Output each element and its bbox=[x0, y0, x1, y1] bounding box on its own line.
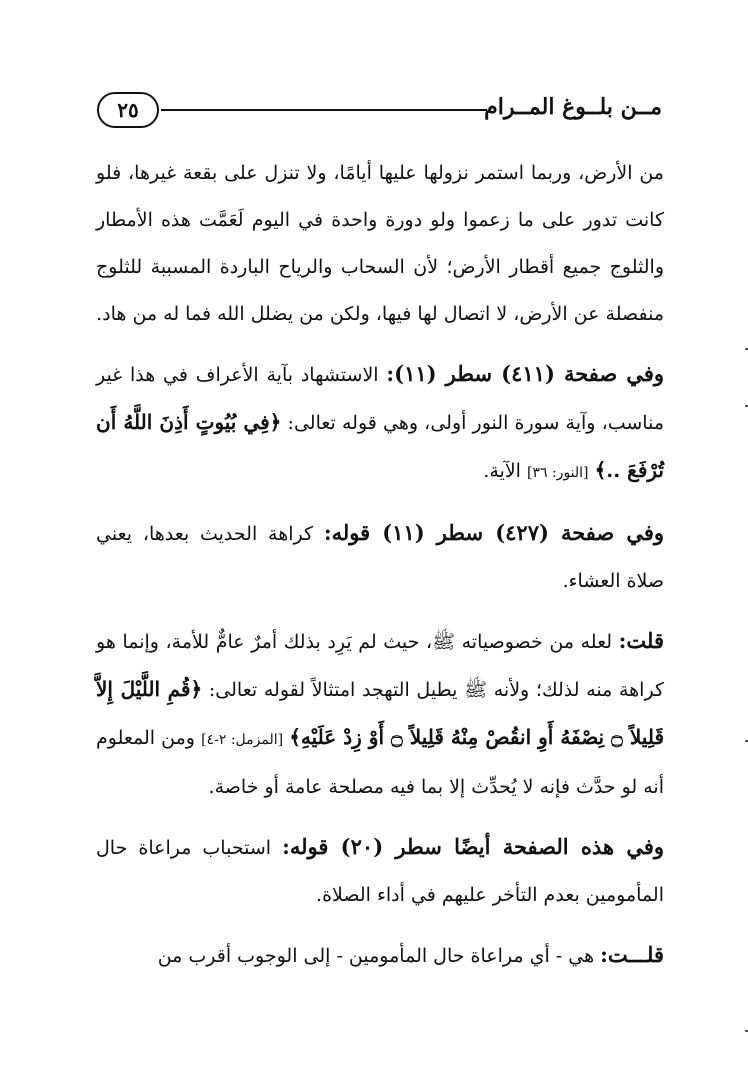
paragraph-4 bbox=[96, 617, 664, 811]
header-rule bbox=[161, 109, 487, 111]
paragraph-heading: قلـــت: bbox=[600, 942, 664, 967]
paragraph-3 bbox=[96, 509, 664, 605]
paragraph-5 bbox=[96, 823, 664, 919]
paragraph-text: الآية. bbox=[483, 460, 527, 482]
paragraph-6 bbox=[96, 931, 664, 980]
page-number: ٢٥ bbox=[97, 92, 159, 128]
paragraph-heading: قلت: bbox=[618, 628, 664, 653]
running-title: مــن بلــوغ المــرام bbox=[484, 94, 662, 120]
paragraph-text: الاستشهاد بآية الأعراف في هذا غير مناسب، وآية سورة النور أولى، وهي قوله تعالى: bbox=[96, 364, 664, 434]
verse-reference: [المزمل: ٢-٤] bbox=[201, 732, 284, 748]
quran-verse: ﴿قُمِ اللَّيْلَ إِلاَّ قَلِيلاً ۝ نِصْفَهُ أَوِ انقُصْ مِنْهُ قَلِيلاً ۝ أَوْ زِدْ عَلَيْهِ﴾ bbox=[96, 677, 665, 749]
paragraph-2 bbox=[96, 350, 664, 497]
quran-verse: ﴿فِي بُيُوتٍ أَذِنَ اللَّهُ أَن تُرْفَعَ ..﴾ bbox=[96, 410, 664, 482]
paragraph-text: هي - أي مراعاة حال المأمومين - إلى الوجوب أقرب من bbox=[157, 945, 601, 967]
page-header bbox=[97, 92, 662, 136]
page-body bbox=[96, 150, 664, 980]
paragraph-text: لعله من خصوصياته ﷺ، حيث لم يَرِد بذلك أمرٌ عامٌّ للأمة، وإنما هو كراهة منه لذلك؛ ولأنه ﷺ يطيل التهجد امتثالاً لقوله تعالى: bbox=[96, 631, 664, 701]
paragraph-heading: وفي صفحة (٤٢٧) سطر (١١) قوله: bbox=[323, 520, 665, 545]
verse-reference: [النور: ٣٦] bbox=[527, 465, 589, 481]
paragraph-heading: وفي هذه الصفحة أيضًا سطر (٢٠) قوله: bbox=[282, 834, 665, 859]
paragraph-text: استحباب مراعاة حال المأمومين بعدم التأخر عليهم في أداء الصلاة. bbox=[96, 837, 664, 906]
paragraph-1 bbox=[96, 150, 664, 338]
paragraph-heading: وفي صفحة (٤١١) سطر (١١): bbox=[386, 361, 665, 386]
paragraph-text: كراهة الحديث بعدها، يعني صلاة العشاء. bbox=[96, 523, 664, 592]
paragraph-text: من الأرض، وربما استمر نزولها عليها أيامًا، ولا تنزل على بقعة غيرها، فلو كانت تدور على ما زعموا ولو دورة واحدة في اليوم لَعَمَّت هذه الأمطار والثلوج جميع أقطار الأرض؛ لأن السحاب والرياح الباردة المسببة للثلوج منفصلة عن الأرض، لا اتصال لها فيها، ولكن من يضلل الله فما له من هاد. bbox=[96, 162, 664, 325]
paragraph-text: ومن المعلوم أنه لو حدَّث فإنه لا يُحدِّث إلا بما فيه مصلحة عامة أو خاصة. bbox=[96, 727, 664, 798]
